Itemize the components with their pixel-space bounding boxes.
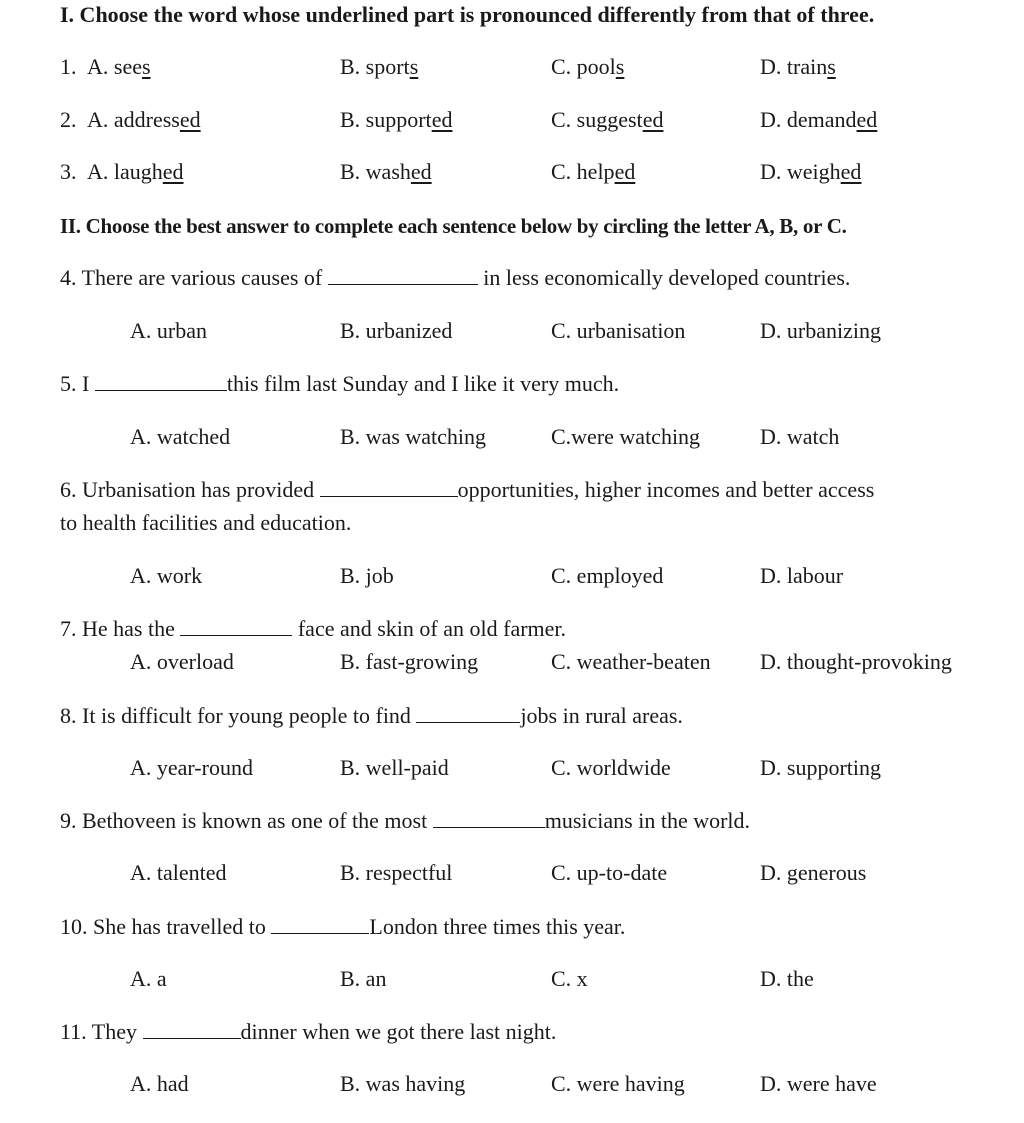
q6-option-d[interactable]: D. labour xyxy=(760,563,844,588)
q1-option-c[interactable]: C. pools xyxy=(551,54,625,79)
q11-option-b[interactable]: B. was having xyxy=(340,1071,466,1096)
q8-option-a[interactable]: A. year-round xyxy=(130,755,253,780)
question-6-text: 6. Urbanisation has provided opportunities, higher incomes and better access xyxy=(60,477,875,502)
q11-option-c[interactable]: C. were having xyxy=(551,1071,685,1096)
question-11-text: 11. They dinner when we got there last night. xyxy=(60,1019,557,1044)
question-6-text-line-2: to health facilities and education. xyxy=(60,510,352,535)
question-7-text: 7. He has the face and skin of an old farmer. xyxy=(60,616,567,641)
question-3-number: 3. xyxy=(60,159,77,184)
answer-blank[interactable] xyxy=(433,809,545,828)
q3-option-b[interactable]: B. washed xyxy=(340,159,432,184)
question-2-number: 2. xyxy=(60,107,77,132)
q6-option-c[interactable]: C. employed xyxy=(551,563,664,588)
question-10-text: 10. She has travelled to London three times this year. xyxy=(60,914,626,939)
q4-option-d[interactable]: D. urbanizing xyxy=(760,318,881,343)
q3-option-c[interactable]: C. helped xyxy=(551,159,636,184)
q10-option-b[interactable]: B. an xyxy=(340,966,387,991)
answer-blank[interactable] xyxy=(320,478,458,497)
q2-option-b[interactable]: B. supported xyxy=(340,107,453,132)
q11-option-a[interactable]: A. had xyxy=(130,1071,189,1096)
q10-option-d[interactable]: D. the xyxy=(760,966,814,991)
q7-option-c[interactable]: C. weather-beaten xyxy=(551,649,711,674)
section-1-heading: I. Choose the word whose underlined part is pronounced differently from that of three. xyxy=(60,2,875,27)
answer-blank[interactable] xyxy=(95,372,227,391)
q1-option-d[interactable]: D. trains xyxy=(760,54,836,79)
q7-option-b[interactable]: B. fast-growing xyxy=(340,649,479,674)
answer-blank[interactable] xyxy=(180,617,292,636)
answer-blank[interactable] xyxy=(143,1020,241,1039)
section-2-heading: II. Choose the best answer to complete each sentence below by circling the letter A, B, or C. xyxy=(60,214,847,238)
q4-option-a[interactable]: A. urban xyxy=(130,318,207,343)
q9-option-d[interactable]: D. generous xyxy=(760,860,867,885)
q3-option-d[interactable]: D. weighed xyxy=(760,159,862,184)
q6-option-a[interactable]: A. work xyxy=(130,563,203,588)
q1-option-a[interactable]: A. sees xyxy=(87,54,151,79)
answer-blank[interactable] xyxy=(271,915,369,934)
q5-option-c[interactable]: C.were watching xyxy=(551,424,701,449)
q1-option-b[interactable]: B. sports xyxy=(340,54,419,79)
q5-option-d[interactable]: D. watch xyxy=(760,424,840,449)
q7-option-d[interactable]: D. thought-provoking xyxy=(760,649,952,674)
q9-option-a[interactable]: A. talented xyxy=(130,860,227,885)
q9-option-b[interactable]: B. respectful xyxy=(340,860,453,885)
q4-option-b[interactable]: B. urbanized xyxy=(340,318,453,343)
q4-option-c[interactable]: C. urbanisation xyxy=(551,318,686,343)
q8-option-d[interactable]: D. supporting xyxy=(760,755,881,780)
question-4-text: 4. There are various causes of in less economically developed countries. xyxy=(60,265,851,290)
q6-option-b[interactable]: B. job xyxy=(340,563,394,588)
q8-option-b[interactable]: B. well-paid xyxy=(340,755,449,780)
q9-option-c[interactable]: C. up-to-date xyxy=(551,860,668,885)
question-1-number: 1. xyxy=(60,54,77,79)
q3-option-a[interactable]: A. laughed xyxy=(87,159,184,184)
q2-option-d[interactable]: D. demanded xyxy=(760,107,878,132)
q7-option-a[interactable]: A. overload xyxy=(130,649,234,674)
answer-blank[interactable] xyxy=(416,704,520,723)
q2-option-a[interactable]: A. addressed xyxy=(87,107,201,132)
question-9-text: 9. Bethoveen is known as one of the most musicians in the world. xyxy=(60,808,751,833)
q5-option-b[interactable]: B. was watching xyxy=(340,424,487,449)
q2-option-c[interactable]: C. suggested xyxy=(551,107,664,132)
q10-option-c[interactable]: C. x xyxy=(551,966,588,991)
question-8-text: 8. It is difficult for young people to find jobs in rural areas. xyxy=(60,703,683,728)
question-5-text: 5. I this film last Sunday and I like it very much. xyxy=(60,371,620,396)
q5-option-a[interactable]: A. watched xyxy=(130,424,231,449)
q11-option-d[interactable]: D. were have xyxy=(760,1071,877,1096)
q10-option-a[interactable]: A. a xyxy=(130,966,167,991)
q8-option-c[interactable]: C. worldwide xyxy=(551,755,671,780)
answer-blank[interactable] xyxy=(328,266,478,285)
